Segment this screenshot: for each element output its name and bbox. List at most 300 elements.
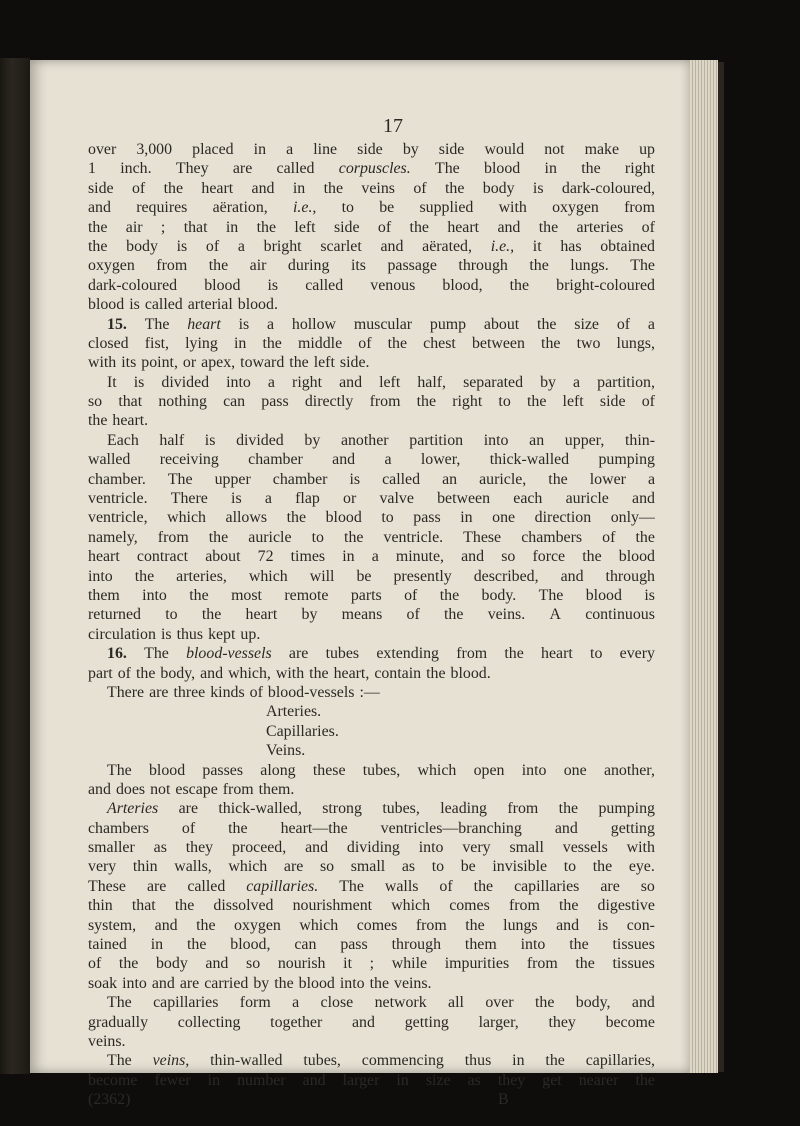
word: veins. — [88, 1032, 126, 1050]
word: between — [437, 490, 491, 508]
word: that — [183, 218, 208, 236]
word: into — [418, 839, 444, 857]
word: 72 — [257, 548, 274, 566]
text-line — [88, 799, 655, 818]
word: size — [425, 1071, 451, 1089]
text-line — [88, 1051, 655, 1070]
word: and — [461, 548, 485, 566]
word: fewer — [154, 1071, 191, 1089]
word: and — [302, 1071, 326, 1089]
word: blood, — [230, 936, 271, 954]
word: of — [181, 819, 196, 837]
word: lungs — [503, 916, 538, 934]
word: and — [88, 199, 111, 217]
word: left — [562, 393, 584, 411]
word: air — [249, 257, 267, 275]
word: of — [205, 237, 220, 255]
word: i.e., — [293, 199, 317, 217]
word: The — [107, 994, 132, 1012]
word: collecting — [177, 1013, 241, 1031]
word: would — [484, 141, 525, 158]
text-line — [88, 373, 655, 392]
word: dark-coloured — [88, 276, 178, 294]
word: times — [290, 548, 326, 566]
word: chambers — [88, 819, 149, 837]
page-footer — [88, 1090, 655, 1110]
word: ventricles—branching — [380, 819, 522, 837]
text-line — [88, 625, 655, 644]
word: thus — [464, 1052, 492, 1070]
word: force — [532, 548, 566, 566]
word: the — [118, 955, 139, 973]
word: The — [339, 877, 364, 895]
word: right — [452, 393, 483, 411]
word: chamber. — [88, 470, 146, 488]
word: which, — [228, 664, 271, 682]
word: the — [592, 858, 613, 876]
word: divided — [161, 373, 210, 391]
word: contain — [374, 664, 422, 682]
text-line — [88, 276, 655, 295]
word: into — [339, 974, 365, 992]
word: the — [538, 218, 559, 236]
word: thin- — [624, 431, 655, 449]
word: ventricle. — [383, 528, 444, 546]
word: they — [185, 839, 214, 857]
word: blood — [88, 296, 125, 314]
text-line — [88, 470, 655, 489]
word: aërated, — [422, 237, 472, 255]
word: lying — [185, 334, 218, 352]
word: the — [409, 218, 429, 236]
text-line — [88, 237, 655, 256]
word: open — [473, 761, 505, 779]
word: an — [442, 470, 458, 488]
word: from — [624, 199, 655, 217]
word: will — [309, 567, 335, 585]
word: the — [289, 354, 309, 372]
word: veins, — [152, 1052, 190, 1070]
word: allows — [225, 509, 268, 527]
word: half — [159, 431, 185, 449]
word: is — [176, 237, 188, 255]
word: from — [222, 780, 254, 798]
word: from — [415, 916, 447, 934]
word: a — [264, 490, 272, 508]
word: is — [644, 586, 655, 604]
word: from — [508, 897, 540, 915]
word: side — [357, 141, 383, 158]
word: body — [482, 179, 515, 197]
word: walls, — [174, 858, 212, 876]
word: can — [223, 393, 246, 411]
word: form — [239, 994, 271, 1012]
word: arteries, — [176, 567, 227, 585]
word: bright-coloured — [556, 276, 655, 294]
word: body, — [160, 664, 196, 682]
word: the — [558, 897, 579, 915]
word: veins — [361, 179, 395, 197]
word: the — [548, 470, 568, 488]
word: closed — [88, 334, 129, 352]
word: two — [576, 334, 601, 352]
word: of — [377, 218, 392, 236]
word: the — [444, 179, 465, 197]
word: blood — [484, 160, 521, 178]
text-line — [88, 857, 655, 876]
word: are — [149, 683, 169, 701]
word: Veins. — [266, 742, 306, 760]
word: it — [343, 955, 353, 973]
word: is — [231, 490, 242, 508]
word: and — [631, 994, 655, 1012]
word: 15. — [107, 315, 127, 333]
word: be — [460, 858, 476, 876]
word: the — [635, 1071, 655, 1089]
word: directly — [304, 393, 354, 411]
word: of — [616, 315, 631, 333]
word: the — [558, 800, 579, 818]
word: fist, — [144, 334, 170, 352]
word: getting — [404, 1013, 449, 1031]
word: three — [173, 683, 206, 701]
word: oxygen — [552, 199, 599, 217]
word: with — [498, 199, 527, 217]
word: blood — [325, 509, 362, 527]
word: they — [497, 1071, 526, 1089]
word: up — [639, 141, 655, 158]
word: into — [483, 431, 509, 449]
word: The — [630, 257, 655, 275]
word: ; — [369, 955, 375, 973]
word: veins. — [394, 974, 432, 992]
word: thin — [88, 897, 113, 915]
word: side. — [339, 354, 370, 372]
word: by — [301, 606, 318, 624]
word: pass — [261, 393, 289, 411]
word: continuous — [585, 606, 655, 624]
word: the — [196, 916, 216, 934]
word: body. — [481, 586, 517, 604]
word: of — [641, 393, 655, 411]
word: be — [379, 199, 395, 217]
word: heart — [541, 645, 573, 663]
word: heart — [187, 315, 221, 333]
text-line — [88, 916, 655, 935]
word: the — [426, 664, 446, 682]
word: Each — [107, 431, 139, 449]
word: by — [402, 141, 419, 158]
book-spine — [0, 58, 30, 1074]
word: in — [342, 548, 355, 566]
word: oxygen — [234, 916, 281, 934]
word: hollow — [291, 315, 337, 333]
word: smaller — [88, 839, 135, 857]
text-line — [88, 741, 655, 760]
word: eye. — [628, 858, 655, 876]
word: into — [122, 974, 147, 992]
word: nourishment — [292, 897, 373, 915]
word: comes — [449, 897, 490, 915]
word: from — [456, 645, 488, 663]
word: carried — [204, 974, 249, 992]
word: valve — [379, 490, 414, 508]
word: be — [356, 567, 372, 585]
word: not — [544, 141, 565, 158]
text-line — [88, 1013, 655, 1032]
word: partition — [409, 431, 464, 449]
word: A — [549, 606, 561, 624]
word: blood — [618, 548, 655, 566]
word: them. — [258, 780, 295, 798]
text-line — [88, 315, 655, 334]
word: oxygen — [88, 257, 135, 275]
word: and — [251, 179, 275, 197]
word: with — [626, 839, 655, 857]
word: heart. — [112, 412, 149, 430]
word: The — [167, 470, 193, 488]
word: lower, — [420, 451, 461, 469]
word: nourish — [277, 955, 326, 973]
word: by — [540, 373, 556, 391]
text-line — [88, 896, 655, 915]
word: placed — [192, 141, 234, 158]
word: in — [253, 141, 267, 158]
word: called — [276, 160, 315, 178]
word: invisible — [492, 858, 548, 876]
word: extending — [376, 645, 440, 663]
word: blood. — [237, 296, 278, 314]
word: in — [233, 334, 247, 352]
word: side — [333, 218, 360, 236]
word: nearer — [578, 1071, 619, 1089]
word: to — [311, 528, 324, 546]
word: small — [350, 858, 386, 876]
text-line — [88, 295, 655, 314]
word: with — [275, 664, 305, 682]
word: divided — [236, 431, 284, 449]
word: a — [237, 237, 245, 255]
word: in — [460, 509, 473, 527]
word: pumping — [598, 800, 655, 818]
word: the — [163, 179, 184, 197]
word: and — [554, 819, 578, 837]
word: over — [485, 994, 514, 1012]
word: the — [526, 393, 547, 411]
word: of — [249, 683, 263, 701]
word: obtained — [600, 237, 655, 255]
word: the — [135, 664, 156, 682]
word: right — [292, 373, 323, 391]
word: of — [117, 664, 131, 682]
word: the — [473, 877, 494, 895]
word: The — [107, 761, 132, 779]
word: Capillaries. — [266, 722, 339, 740]
word: heart—the — [280, 819, 348, 837]
word: only— — [610, 509, 655, 527]
word: and — [632, 490, 655, 508]
word: a — [647, 470, 655, 488]
word: by — [304, 431, 321, 449]
word: escape — [175, 780, 218, 798]
word: in — [544, 160, 557, 178]
text-line — [88, 993, 655, 1012]
text-line — [88, 877, 655, 896]
word: namely, — [88, 528, 138, 546]
word: pass — [413, 509, 441, 527]
word: air — [125, 218, 143, 236]
word: the — [416, 393, 437, 411]
word: dividing — [346, 839, 400, 857]
word: all — [448, 994, 464, 1012]
body-text — [88, 140, 655, 1090]
word: which — [299, 916, 339, 934]
word: about — [205, 548, 241, 566]
text-line — [88, 838, 655, 857]
word: as — [153, 839, 167, 857]
word: it — [532, 237, 542, 255]
word: tubes, — [303, 1052, 341, 1070]
text-line — [88, 353, 655, 372]
word: through — [391, 936, 442, 954]
word: the — [186, 936, 207, 954]
text-line — [88, 256, 655, 275]
word: these — [312, 761, 346, 779]
word: The — [107, 1052, 132, 1070]
word: kept — [208, 625, 236, 643]
word: body — [126, 237, 158, 255]
word: into — [142, 586, 167, 604]
word: leading — [440, 800, 487, 818]
word: apex, — [201, 354, 236, 372]
word: left — [379, 373, 401, 391]
word: These — [88, 877, 126, 895]
word: comes — [356, 916, 398, 934]
word: has — [560, 237, 582, 255]
word: called — [144, 296, 183, 314]
word: of — [404, 586, 418, 604]
word: the — [256, 218, 277, 236]
word: which — [228, 858, 268, 876]
word: i.e., — [490, 237, 515, 255]
word: arterial — [187, 296, 233, 314]
word: separated — [463, 373, 524, 391]
text-line — [88, 780, 655, 799]
word: of — [131, 179, 146, 197]
word: thin-walled — [210, 1052, 283, 1070]
word: pumping — [598, 451, 655, 469]
word: them — [88, 586, 120, 604]
word: each — [513, 490, 543, 508]
word: a — [267, 315, 275, 333]
text-line — [88, 935, 655, 954]
word: side — [88, 179, 114, 197]
word: minute, — [395, 548, 444, 566]
text-line — [88, 431, 655, 450]
word: upper — [214, 470, 251, 488]
word: the — [444, 606, 464, 624]
text-line — [88, 644, 655, 663]
word: a — [384, 451, 392, 469]
word: blood — [585, 586, 622, 604]
word: the — [581, 160, 601, 178]
word: a — [371, 548, 379, 566]
word: and — [305, 839, 329, 857]
word: the — [582, 548, 602, 566]
text-line — [88, 450, 655, 469]
word: the — [575, 955, 595, 973]
word: one — [563, 761, 587, 779]
word: passage — [387, 257, 437, 275]
word: thin — [132, 858, 158, 876]
word: and — [154, 916, 178, 934]
word: an — [529, 431, 545, 449]
word: kinds — [210, 683, 245, 701]
word: another — [340, 431, 389, 449]
word: strong — [322, 800, 362, 818]
word: the — [201, 606, 222, 624]
text-line — [88, 605, 655, 624]
word: every — [619, 645, 655, 663]
word: 3,000 — [136, 141, 173, 158]
word: a — [573, 373, 581, 391]
word: capillaries, — [585, 1052, 655, 1070]
text-line — [88, 1071, 655, 1090]
word: the — [387, 334, 408, 352]
word: gradually — [88, 1013, 149, 1031]
word: body — [155, 955, 188, 973]
word: to — [563, 858, 577, 876]
word: very — [88, 858, 117, 876]
word: heart — [245, 606, 278, 624]
word: the — [635, 528, 655, 546]
word: that — [118, 393, 143, 411]
text-line — [88, 528, 655, 547]
word: them — [464, 936, 497, 954]
word: larger, — [478, 1013, 519, 1031]
word: called — [382, 470, 421, 488]
word: soak — [88, 974, 118, 992]
word: in — [207, 1071, 221, 1089]
word: receiving — [159, 451, 219, 469]
word: capillaries. — [246, 877, 319, 895]
word: con- — [626, 916, 655, 934]
word: of — [602, 528, 616, 546]
word: the — [504, 645, 524, 663]
text-line — [88, 547, 655, 566]
word: and — [88, 780, 111, 798]
word: They — [175, 160, 209, 178]
word: by — [253, 974, 270, 992]
word: its — [350, 257, 366, 275]
word: so — [640, 877, 655, 895]
word: the — [529, 257, 549, 275]
word: the — [88, 218, 108, 236]
word: the — [509, 276, 530, 294]
word: is — [597, 916, 609, 934]
word: one — [492, 509, 516, 527]
word: is — [133, 373, 145, 391]
word: aëration, — [212, 199, 268, 217]
word: half, — [417, 373, 447, 391]
word: contract — [136, 548, 189, 566]
word: or — [182, 354, 197, 372]
word: the — [541, 334, 561, 352]
word: veins. — [487, 606, 526, 624]
word: of — [439, 877, 453, 895]
word: the — [189, 586, 209, 604]
word: tubes, — [382, 800, 420, 818]
